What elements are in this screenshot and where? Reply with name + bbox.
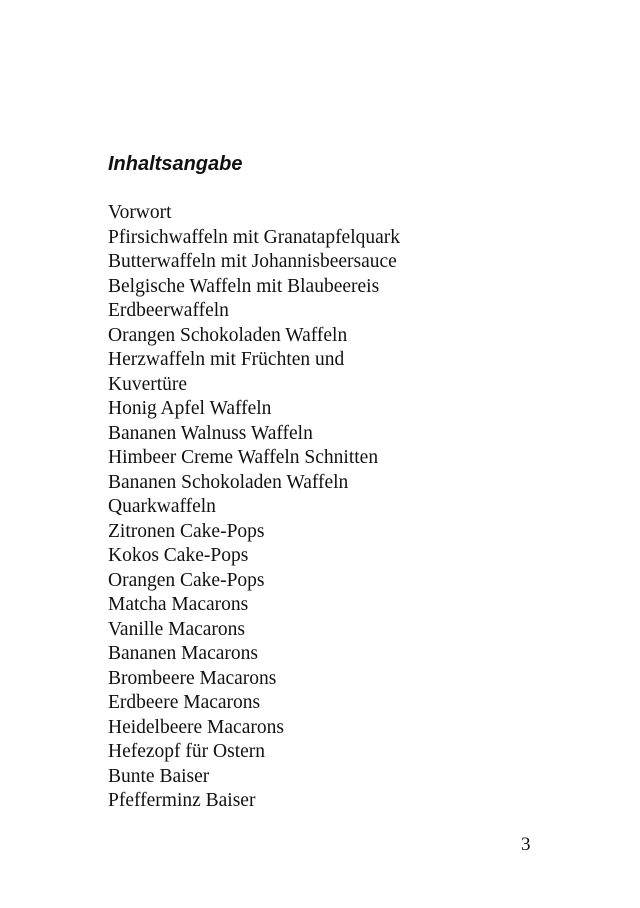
toc-item: Kuvertüre	[108, 373, 188, 395]
toc-item: Matcha Macarons	[108, 594, 249, 615]
toc-item: Orangen Schokoladen Waffeln	[108, 324, 348, 346]
toc-item: Hefezopf für Ostern	[108, 741, 266, 762]
toc-item: Brombeere Macarons	[108, 667, 277, 689]
toc-item: Bunte Baiser	[108, 765, 210, 787]
toc-item: Pfefferminz Baiser	[108, 790, 256, 811]
toc-item: Butterwaffeln mit Johannisbeersauce	[108, 251, 397, 272]
toc-list	[108, 201, 400, 814]
toc-item: Vorwort	[108, 202, 172, 223]
toc-item: Quarkwaffeln	[108, 496, 216, 517]
toc-item: Erdbeerwaffeln	[108, 300, 229, 321]
toc-item: Vanille Macarons	[108, 618, 245, 640]
toc-item: Bananen Schokoladen Waffeln	[108, 471, 349, 493]
toc-heading: Inhaltsangabe	[108, 153, 243, 175]
toc-item: Erdbeere Macarons	[108, 692, 261, 713]
toc-item: Bananen Walnuss Waffeln	[108, 422, 313, 444]
page-number: 3	[521, 834, 531, 855]
toc-item: Heidelbeere Macarons	[108, 716, 284, 738]
toc-item: Honig Apfel Waffeln	[108, 398, 272, 419]
toc-item: Bananen Macarons	[108, 643, 258, 664]
toc-item: Belgische Waffeln mit Blaubeereis	[108, 275, 380, 297]
toc-item: Zitronen Cake-Pops	[108, 520, 265, 542]
toc-item: Pfirsichwaffeln mit Granatapfelquark	[108, 226, 401, 248]
toc-item: Kokos Cake-Pops	[108, 545, 249, 566]
toc-item: Himbeer Creme Waffeln Schnitten	[108, 447, 379, 468]
toc-item: Orangen Cake-Pops	[108, 569, 265, 591]
toc-item: Herzwaffeln mit Früchten und	[108, 349, 345, 370]
